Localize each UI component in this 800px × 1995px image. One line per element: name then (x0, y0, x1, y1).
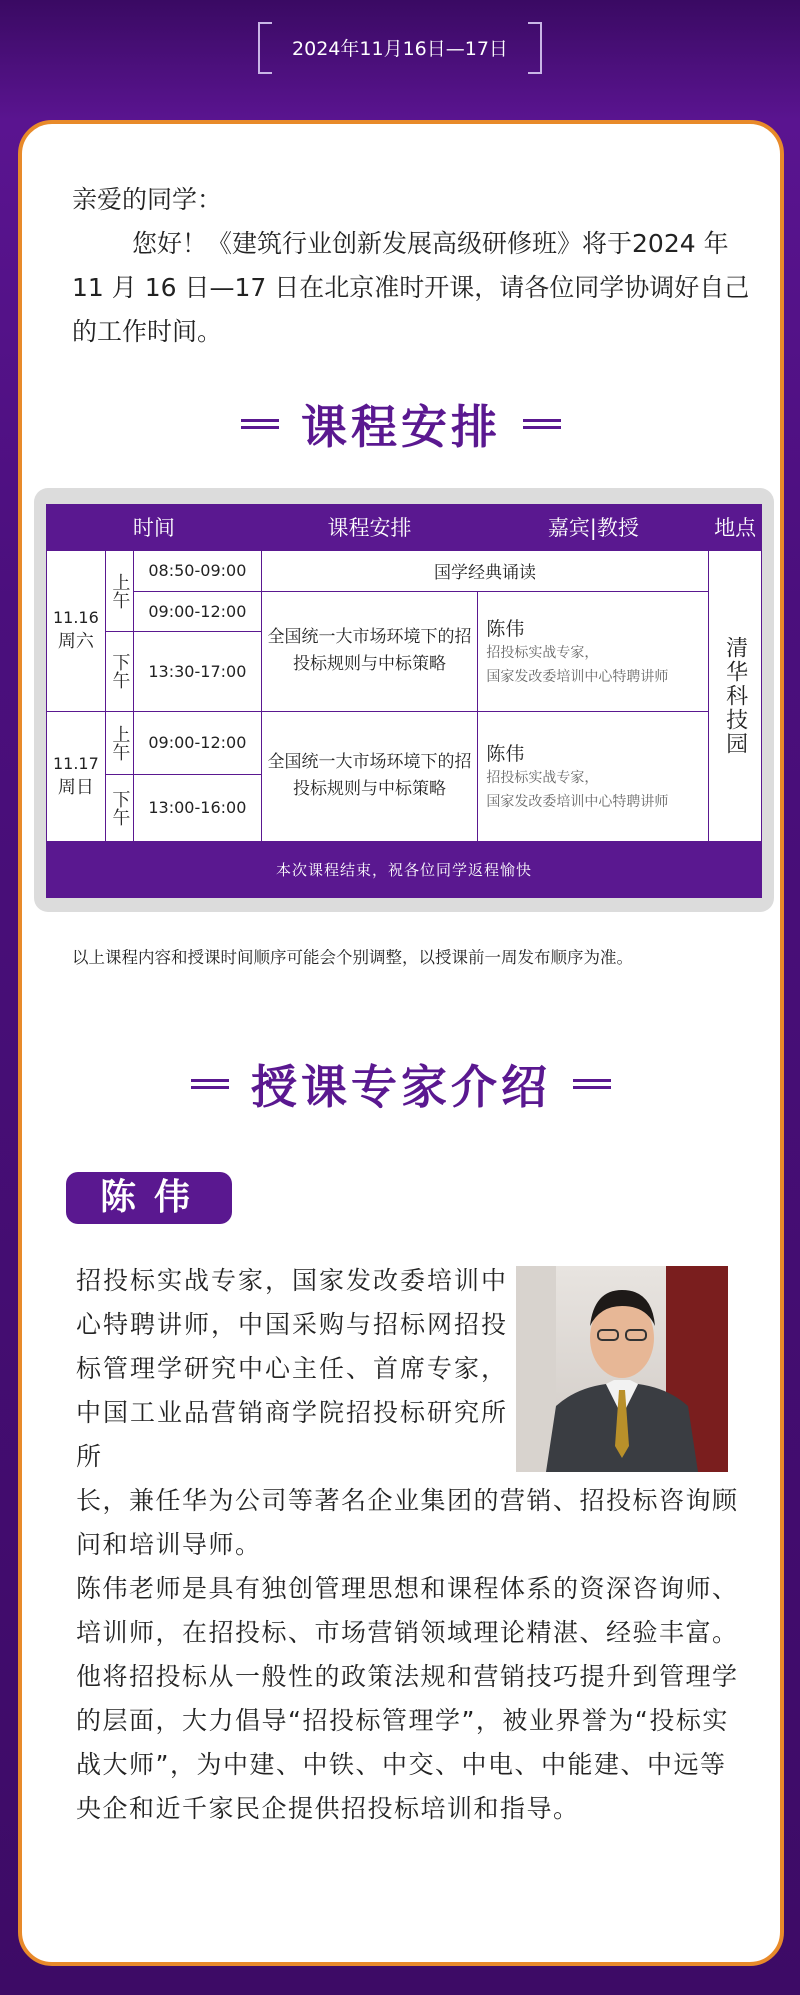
header-course: 课程安排 (261, 505, 478, 551)
schedule-title (22, 394, 780, 454)
day2-weekday: 周日 (57, 776, 94, 798)
schedule-title-text: 课程安排 (301, 400, 501, 454)
schedule-table-frame (34, 488, 774, 912)
date-banner (258, 18, 542, 76)
expert-section-title-text: 授课专家介绍 (251, 1060, 551, 1114)
day1-date-cell (47, 550, 106, 711)
bracket-left (258, 22, 272, 74)
day2-guest-desc1: 招投标实战专家， (486, 769, 599, 786)
day1-course: 全国统一大市场环境下的招投标规则与中标策略 (261, 591, 478, 711)
expert-name-tag: 陈伟 (66, 1172, 232, 1224)
day2-am: 上午 (105, 711, 133, 774)
bracket-right (528, 22, 542, 74)
day2-course: 全国统一大市场环境下的招投标规则与中标策略 (261, 711, 478, 841)
table-row (47, 711, 762, 774)
day2-guest-desc2: 国家发改委培训中心特聘讲师 (486, 793, 669, 810)
day2-guest (478, 711, 709, 841)
day1-slot3-time: 13:30-17:00 (134, 632, 262, 711)
expert-section-title (22, 1054, 780, 1114)
day1-slot2-time: 09:00-12:00 (134, 591, 262, 632)
content-card (18, 120, 784, 1966)
title-deco-left (191, 1079, 229, 1089)
day2-slot2-time: 13:00-16:00 (134, 774, 262, 841)
title-deco-right (523, 419, 561, 429)
day1-guest-desc2: 国家发改委培训中心特聘讲师 (486, 668, 669, 685)
intro-letter (72, 178, 762, 354)
day2-guest-name: 陈伟 (486, 742, 525, 765)
day2-pm: 下午 (105, 774, 133, 841)
title-deco-left (241, 419, 279, 429)
day1-guest-desc1: 招投标实战专家， (486, 644, 599, 661)
day1-am: 上午 (105, 550, 133, 631)
expert-bio-top: 招投标实战专家，国家发改委培训中心特聘讲师，中国采购与招标网招投标管理学研究中心主任、首席专家，中国工业品营销商学院招投标研究所所 (76, 1266, 509, 1471)
table-row (47, 591, 762, 632)
day2-date: 11.17 (52, 753, 99, 773)
header-place: 地点 (709, 505, 762, 551)
day1-guest (478, 591, 709, 711)
schedule-note: 以上课程内容和授课时间顺序可能会个别调整，以授课前一周发布顺序为准。 (72, 948, 633, 967)
day1-guest-name: 陈伟 (486, 617, 525, 640)
expert-bio-bottom (76, 1479, 750, 1831)
day1-pm: 下午 (105, 632, 133, 711)
day2-slot1-time: 09:00-12:00 (134, 711, 262, 774)
table-footer-row (47, 841, 762, 897)
venue: 清华科技园 (709, 550, 762, 841)
header-guest: 嘉宾|教授 (478, 505, 709, 551)
greeting: 亲爱的同学： (72, 185, 223, 214)
portrait-illustration (516, 1266, 728, 1472)
day2-date-cell (47, 711, 106, 841)
expert-photo (516, 1266, 728, 1472)
table-header-row (47, 505, 762, 551)
table-row (47, 550, 762, 591)
header-time: 时间 (47, 505, 262, 551)
expert-bio-cont: 长，兼任华为公司等著名企业集团的营销、招投标咨询顾问和培训导师。 (76, 1486, 739, 1559)
day1-slot1-course: 国学经典诵读 (261, 550, 709, 591)
event-date: 2024年11月16日—17日 (292, 37, 508, 60)
day1-date: 11.16 (52, 608, 99, 628)
title-deco-right (573, 1079, 611, 1089)
intro-body: 您好！《建筑行业创新发展高级研修班》将于2024 年 11 月 16 日—17 日在北京准时开课，请各位同学协调好自己的工作时间。 (72, 229, 750, 346)
day1-slot1-time: 08:50-09:00 (134, 550, 262, 591)
table-footer: 本次课程结束，祝各位同学返程愉快 (47, 841, 762, 897)
day1-weekday: 周六 (57, 631, 94, 653)
schedule-table (46, 504, 762, 898)
expert-bio-para2: 陈伟老师是具有独创管理思想和课程体系的资深咨询师、培训师，在招投标、市场营销领域理论精湛、经验丰富。他将招投标从一般性的政策法规和营销技巧提升到管理学的层面，大力倡导“招投标管理学”，被业界誉为“投标实战大师”，为中建、中铁、中交、中电、中能建、中远等央企和近千家民企提供招投标培训和指导。 (76, 1574, 739, 1823)
